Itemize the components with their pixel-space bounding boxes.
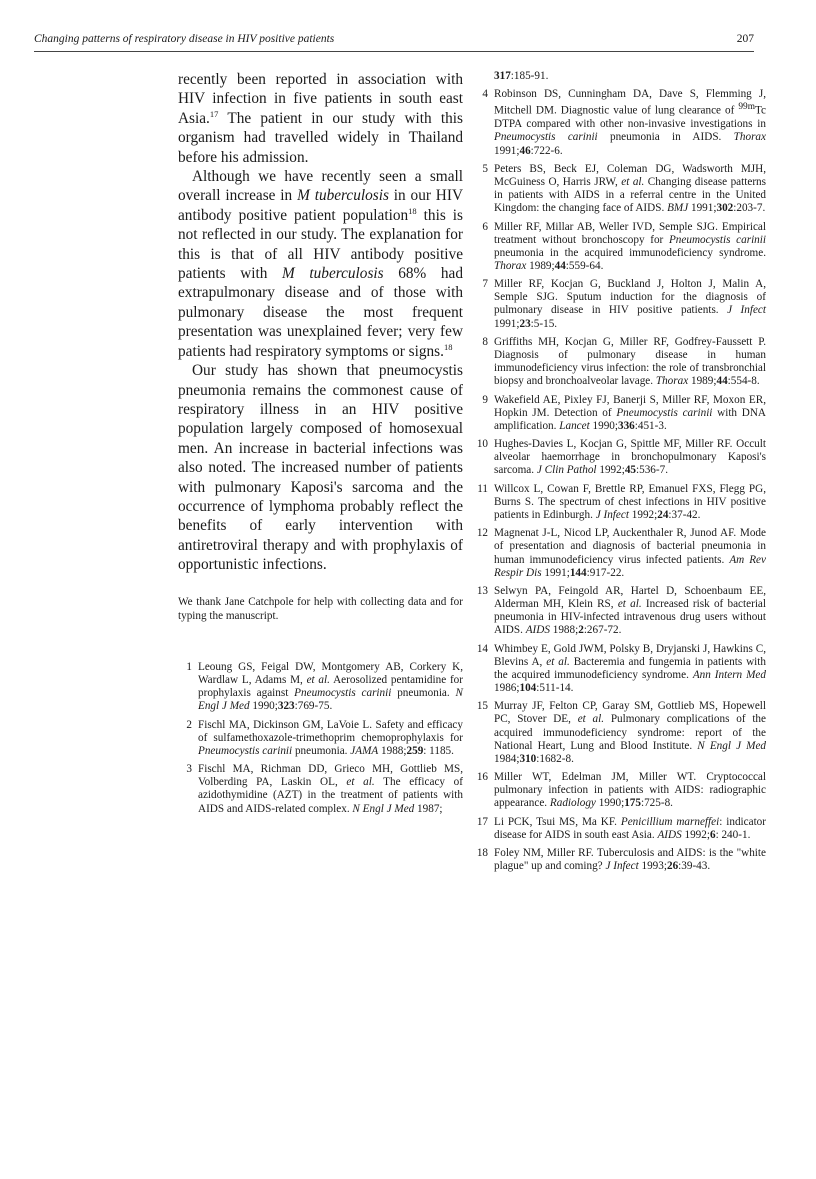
ref-authors: Hughes-Davies L, Kocjan G, Spittle MF, Miller RF. [494, 438, 737, 451]
ref-journal: Thorax [494, 259, 527, 272]
ref-year: 1992; [681, 828, 710, 841]
ref-title: Tc DTPA compared with other non-invasive investigations in [494, 105, 766, 131]
ref-organism: Pneumocystis carinii [494, 131, 598, 144]
citation-superscript: 17 [209, 108, 219, 119]
text-run: Although we have recently seen a small overall increase in [178, 168, 463, 205]
ref-journal: J Infect [605, 860, 639, 873]
ref-title: Detection of [554, 406, 617, 419]
ref-title: with DNA amplification. [494, 406, 766, 432]
ref-volume: 259 [406, 744, 424, 757]
ref-year: 1990; [589, 419, 618, 432]
ref-pages: :511-14. [536, 681, 574, 694]
ref-volume: 26 [666, 860, 679, 873]
reference-item [474, 585, 766, 637]
ref-title: Safety and efficacy of sulfamethoxazole-trimethoprim chemoprophylaxis for [198, 718, 463, 744]
ref-volume: 302 [716, 202, 734, 215]
reference-item [474, 700, 766, 765]
ref-volume: 6 [709, 828, 716, 841]
ref-title: The spectrum of chest infections in HIV positive patients in Edinburgh. [494, 495, 766, 521]
ref-authors: Miller RF, Kocjan G, Buckland J, Holton J, Malin A, Semple SJG. [494, 278, 766, 304]
ref-authors: Selwyn PA, Feingold AR, Hartel D, Schoenbaum EE, Alderman MH, Klein RS, [494, 584, 766, 611]
ref-pages: : 1185. [423, 744, 454, 757]
ref-authors: Li PCK, Tsui MS, Ma KF. [494, 815, 621, 828]
ref-journal: Thorax [655, 375, 689, 388]
ref-authors: Murray JF, Felton CP, Garay SM, Gottlieb MS, Hopewell PC, Stover DE, [494, 700, 766, 726]
ref-volume: 310 [519, 752, 537, 765]
ref-authors: Miller RF, Millar AB, Weller IVD, Semple SJG. [494, 220, 722, 233]
ref-authors: Fischl MA, Richman DD, Grieco MH, Gottlieb MS, Volberding PA, Laskin OL, [198, 763, 463, 789]
ref-organism: Pneumocystis carinii [616, 406, 713, 419]
ref-pages: :267-72. [583, 624, 622, 637]
ref-volume: 317 [494, 70, 511, 82]
citation-superscript: 18 [408, 205, 417, 216]
ref-year: 1992; [628, 508, 658, 521]
reference-item [178, 661, 463, 713]
ref-pages: :559-64. [565, 259, 604, 272]
text-run: recently been reported in association with HIV infection in five patients in south east Asia. [178, 71, 463, 127]
ref-year: 1984; [494, 752, 520, 765]
ref-title: Mode of presentation and diagnosis of bacterial pneumonia in human immunodeficiency virus infected patients. [494, 527, 766, 566]
ref-authors: Wakefield AE, Pixley FJ, Banerji S, Miller RF, Moxon ER, Hopkin JM. [494, 393, 766, 419]
ref-journal: BMJ [667, 202, 689, 215]
ref-year: 1992; [596, 464, 625, 477]
ref-authors: Griffiths MH, Kocjan G, Miller RF, Godfrey-Faussett P. [494, 335, 766, 348]
ref-volume: 24 [657, 508, 669, 521]
ref-organism: Pneumocystis carinii [668, 233, 766, 246]
ref-pages: :37-42. [668, 508, 701, 521]
reference-item [474, 816, 766, 842]
ref-title: Pulmonary complications of the acquired immunodeficiency syndrome: report of the National Heart, Lung and Blood Institute. [494, 713, 766, 752]
ref-year: 1993; [638, 860, 667, 873]
ref-authors: Foley NM, Miller RF. [494, 847, 597, 860]
reference-3-continuation [474, 70, 766, 83]
ref-title: The efficacy of azidothymidine (AZT) in the treatment of patients with AIDS and AIDS-related complex. [198, 776, 463, 815]
ref-authors: Magnenat J-L, Nicod LP, Auckenthaler R, Junod AF. [494, 527, 740, 540]
ref-pages: :5-15. [530, 317, 558, 330]
running-title: Changing patterns of respiratory disease in HIV positive patients [34, 33, 335, 45]
ref-title: Diagnosis of pulmonary disease in human immunodeficiency virus infection: the role of transbronchial biopsy and bronchoalveolar lavage. [494, 349, 766, 388]
ref-organism: Penicillium marneffei [620, 815, 720, 828]
ref-pages: :554-8. [727, 375, 760, 388]
ref-number: 5 [482, 162, 488, 175]
ref-journal: J Infect [595, 508, 629, 521]
reference-item [474, 88, 766, 157]
ref-pages: :917-22. [586, 566, 625, 579]
ref-number: 6 [482, 220, 488, 233]
ref-journal: Am Rev Respir Dis [494, 553, 766, 579]
ref-organism: Pneumocystis carinii [198, 744, 293, 757]
ref-volume: 46 [519, 144, 531, 157]
ref-journal: Radiology [549, 797, 596, 810]
text-run: in our HIV antibody positive patient population [178, 187, 463, 224]
ref-journal: N Engl J Med [352, 802, 415, 815]
ref-et-al: et al. [577, 713, 605, 726]
reference-item [474, 527, 766, 579]
ref-year: 1990; [595, 797, 625, 810]
ref-title: pneumonia in AIDS. [597, 131, 734, 144]
ref-authors: Miller WT, Edelman JM, Miller WT. [494, 771, 707, 784]
ref-et-al: et al. [306, 674, 330, 687]
left-column [178, 70, 463, 821]
ref-volume: 23 [519, 317, 531, 330]
ref-year: 1991; [541, 566, 570, 579]
ref-organism: Pneumocystis carinii [294, 687, 392, 700]
ref-year: 1986; [494, 681, 520, 694]
ref-number: 9 [482, 393, 488, 406]
ref-journal: J Clin Pathol [536, 464, 597, 477]
right-column [474, 70, 766, 879]
reference-item [474, 438, 766, 477]
ref-title: Diagnostic value of lung clearance of [560, 105, 739, 118]
ref-pages: :1682-8. [536, 752, 574, 765]
ref-pages: :185-91. [510, 70, 549, 82]
ref-year: 1989; [526, 259, 555, 272]
reference-list-left [178, 661, 463, 816]
ref-title: Occult alveolar haemorrhage in bronchopulmonary Kaposi's sarcoma. [494, 438, 766, 477]
ref-year: 1991; [494, 317, 520, 330]
acknowledgement: We thank Jane Catchpole for help with collecting data and for typing the manuscript. [178, 595, 463, 622]
reference-item [474, 847, 766, 873]
ref-journal: J Infect [727, 304, 766, 317]
ref-superscript: 99m [738, 102, 755, 113]
ref-authors: Willcox L, Cowan F, Brettle RP, Emanuel FXS, Flegg PG, Burns S. [494, 482, 766, 508]
ref-title: Sputum induction for the diagnosis of pulmonary disease in HIV positive patients. [494, 291, 767, 317]
ref-number: 8 [482, 335, 488, 348]
ref-pages: :725-8. [640, 797, 673, 810]
reference-item [474, 221, 766, 273]
ref-journal: N Engl J Med [198, 687, 463, 713]
ref-journal: Ann Intern Med [692, 668, 766, 681]
ref-authors: Whimbey E, Gold JWM, Polsky B, Dryjanski J, Hawkins C, Blevins A, [494, 642, 766, 668]
ref-title: pneumonia. [391, 687, 456, 700]
reference-item [474, 278, 766, 330]
ref-title: Aerosolized pentamidine for prophylaxis against [198, 674, 463, 700]
ref-number: 14 [476, 642, 488, 655]
ref-title: Bacteremia and fungemia in patients with the acquired immunodeficiency syndrome. [494, 655, 766, 681]
ref-title: Tuberculosis and AIDS: is the "white plague" up and coming? [494, 847, 766, 873]
organism-name: M tuberculosis [297, 187, 389, 205]
body-paragraph-3: Our study has shown that pneumocystis pneumonia remains the commonest cause of respiratory illness in an HIV positive population largely composed of homosexual men. An increase in bacterial infections was also noted. The increased number of patients with pulmonary Kaposi's sarcoma and the occurrence of lymphoma probably reflect the benefits of early intervention with antiretroviral therapy and with prophylaxis of opportunistic infections. [178, 362, 463, 574]
ref-year: 1988; [549, 624, 579, 637]
reference-item [474, 643, 766, 695]
text-run: this is not reflected in our study. The explanation for this is that of all HIV antibody positive patients with [178, 206, 464, 283]
ref-number: 18 [476, 847, 488, 860]
ref-title: Changing disease patterns in patients with AIDS in a referral centre in the United Kingdom: the changing face of AIDS. [494, 175, 767, 215]
reference-item [474, 336, 766, 388]
ref-volume: 45 [624, 464, 637, 477]
ref-journal: AIDS [525, 624, 550, 637]
ref-volume: 104 [519, 681, 537, 694]
ref-journal: Lancet [559, 419, 590, 432]
citation-superscript: 18 [443, 341, 453, 352]
reference-item [474, 163, 766, 215]
reference-item [474, 394, 766, 433]
running-header [34, 33, 754, 52]
ref-volume: 336 [617, 419, 635, 432]
ref-pages: :203-7. [733, 202, 766, 215]
ref-year: 1990; [249, 700, 278, 713]
ref-number: 10 [476, 438, 488, 451]
ref-pages: :722-6. [530, 144, 563, 157]
ref-volume: 323 [277, 700, 295, 713]
ref-et-al: et al. [617, 598, 642, 611]
ref-authors: Peters BS, Beck EJ, Coleman DG, Wadsworth MJH, McGuiness O, Harris JRW, [494, 162, 766, 188]
ref-year: 1989; [688, 375, 717, 388]
ref-volume: 2 [578, 624, 584, 637]
ref-journal: N Engl J Med [697, 739, 767, 752]
ref-number: 7 [482, 278, 488, 291]
ref-journal: Thorax [733, 131, 766, 144]
ref-year: 1991; [494, 144, 520, 157]
reference-item [474, 483, 766, 522]
ref-title: : indicator disease for AIDS in south east Asia. [494, 815, 767, 841]
body-paragraph-2 [178, 167, 463, 361]
ref-number: 16 [476, 771, 488, 784]
ref-number: 13 [476, 584, 488, 597]
ref-pages: :451-3. [634, 419, 667, 432]
ref-title: Empirical treatment without bronchoscopy for [494, 220, 766, 246]
ref-et-al: et al. [546, 655, 570, 668]
ref-et-al: et al. [621, 175, 645, 188]
ref-year: 1991; [688, 202, 717, 215]
body-paragraph-1 [178, 70, 463, 167]
ref-year: 1988; [378, 744, 407, 757]
ref-journal: JAMA [350, 744, 379, 757]
ref-title: Cryptococcal pulmonary infection in patients with AIDS: radiographic appearance. [494, 771, 766, 810]
ref-title: pneumonia in the acquired immunodeficiency syndrome. [494, 246, 766, 259]
ref-volume: 44 [554, 259, 566, 272]
ref-number: 4 [482, 88, 488, 101]
ref-number: 1 [186, 660, 192, 673]
ref-pages: :39-43. [678, 860, 711, 873]
ref-year: 1987; [414, 802, 443, 815]
ref-volume: 44 [716, 375, 728, 388]
organism-name: M tuberculosis [282, 265, 384, 283]
ref-pages: :769-75. [294, 700, 333, 713]
reference-item [474, 771, 766, 810]
ref-pages: : 240-1. [715, 828, 751, 841]
ref-number: 17 [476, 815, 488, 828]
ref-number: 2 [186, 718, 192, 731]
ref-authors: Fischl MA, Dickinson GM, LaVoie L. [198, 718, 376, 731]
reference-item [178, 763, 463, 815]
ref-volume: 144 [569, 566, 587, 579]
ref-pages: :536-7. [636, 464, 669, 477]
ref-title: Increased risk of bacterial pneumonia in HIV-infected intravenous drug users without AIDS. [494, 598, 766, 637]
ref-et-al: et al. [346, 776, 375, 789]
ref-number: 12 [476, 527, 488, 540]
ref-number: 15 [476, 700, 488, 713]
ref-number: 11 [477, 482, 488, 495]
reference-list-right [474, 88, 766, 873]
reference-item [178, 719, 463, 758]
ref-authors: Leoung GS, Feigal DW, Montgomery AB, Corkery K, Wardlaw L, Adams M, [198, 660, 463, 687]
ref-volume: 175 [624, 797, 641, 810]
page-number: 207 [736, 33, 754, 45]
ref-authors: Robinson DS, Cunningham DA, Dave S, Flemming J, Mitchell DM. [494, 88, 766, 118]
ref-title: pneumonia. [292, 744, 351, 757]
text-run: The patient in our study with this organism had travelled widely in Thailand before his admission. [178, 109, 463, 166]
ref-number: 3 [186, 763, 192, 776]
text-run: 68% had extrapulmonary disease and of those with pulmonary disease the most frequent presentation was unexplained fever; very few patients had respiratory symptoms or signs. [178, 265, 463, 360]
ref-journal: AIDS [657, 828, 682, 841]
